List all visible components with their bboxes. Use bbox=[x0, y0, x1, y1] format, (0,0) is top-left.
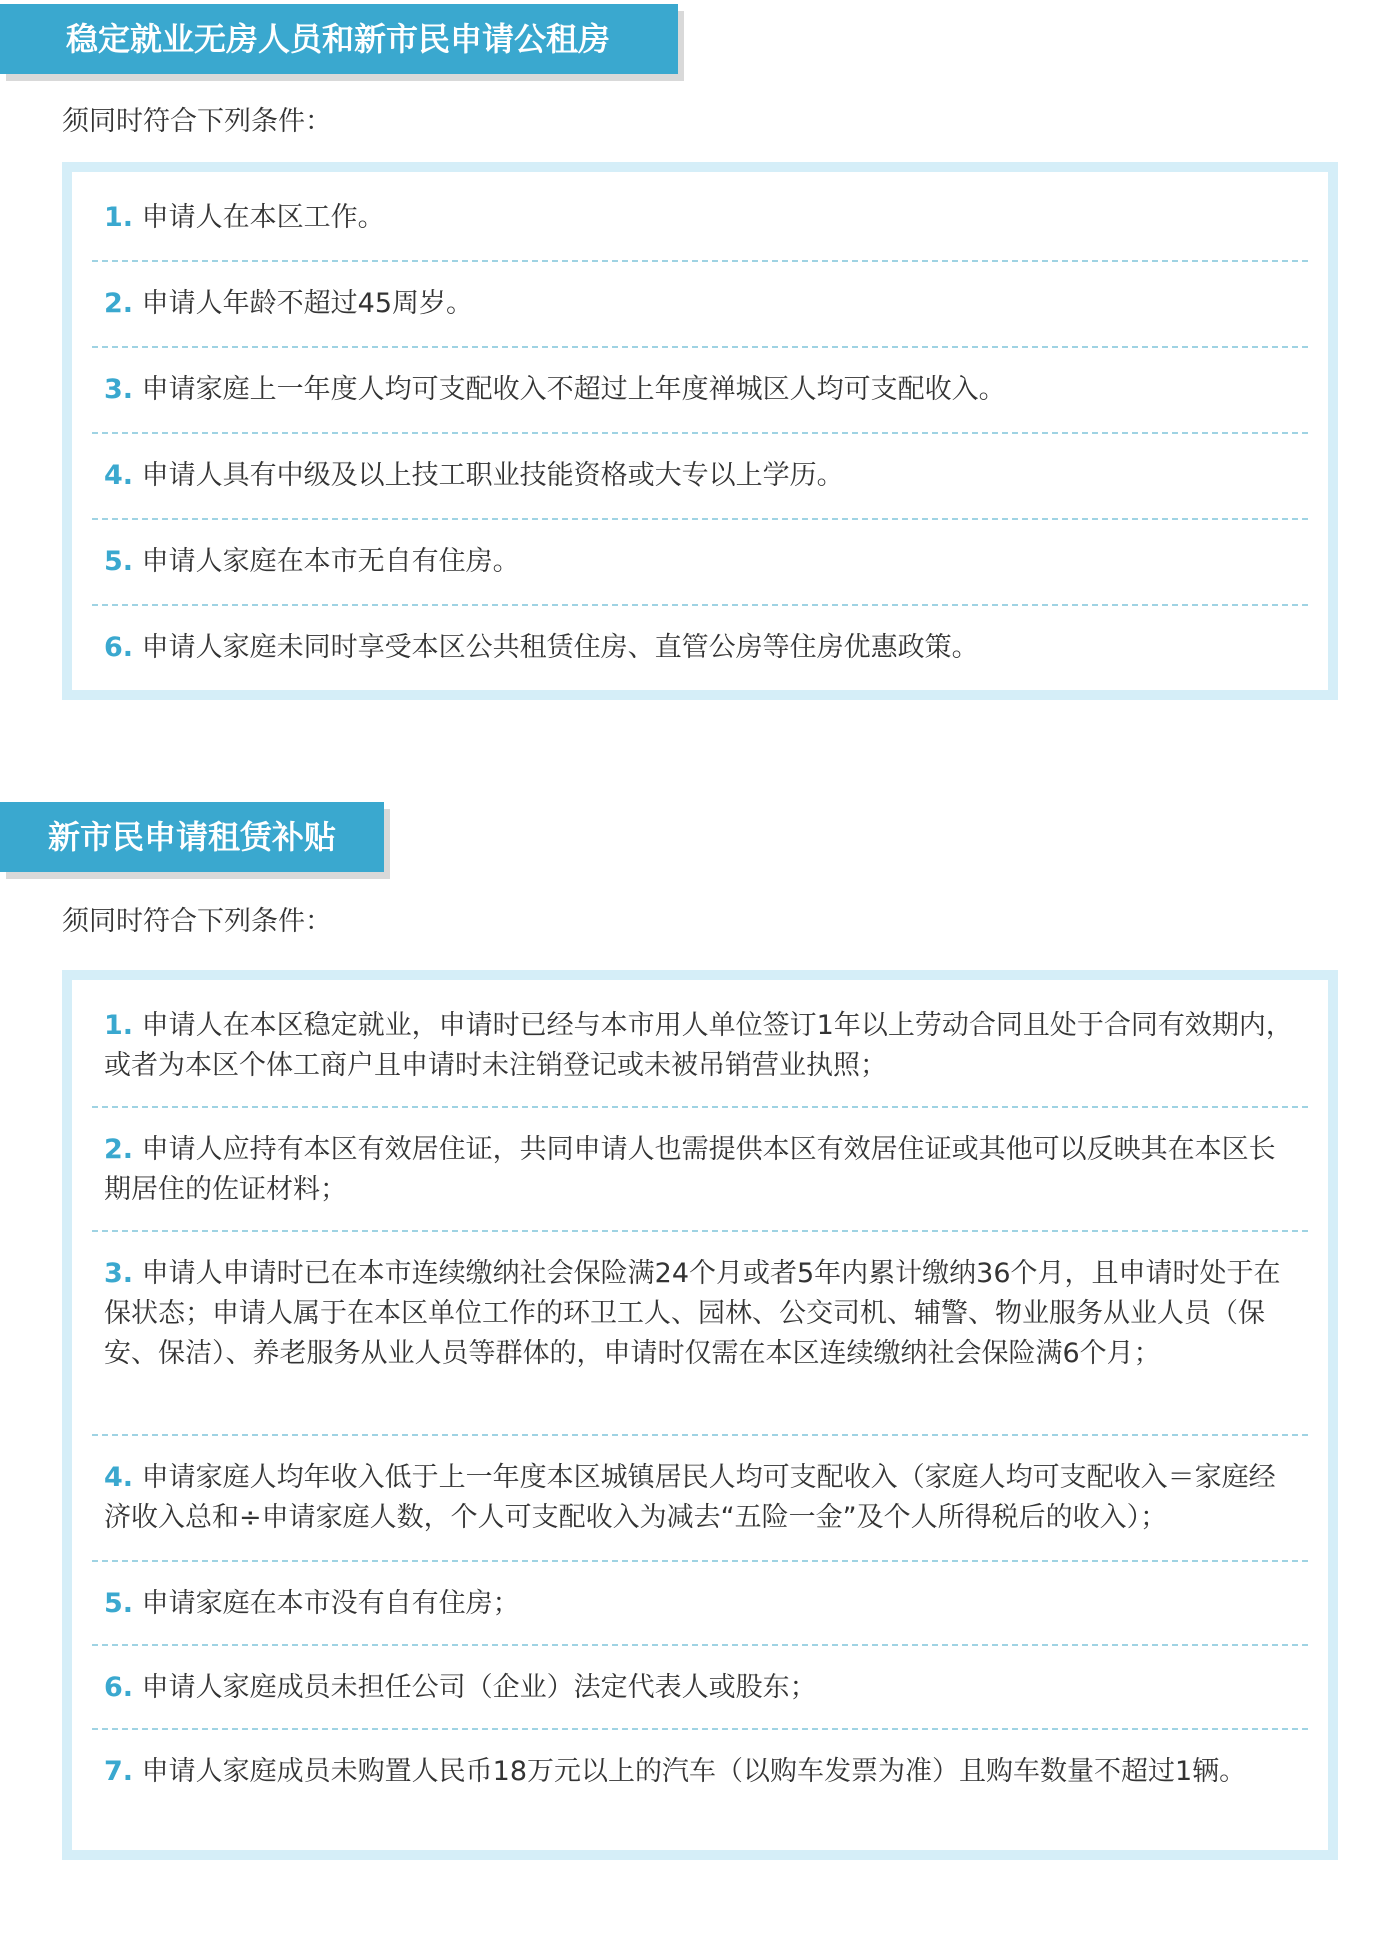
condition-number: 3. bbox=[104, 374, 134, 405]
conditions-box bbox=[62, 162, 1338, 700]
condition-number: 5. bbox=[104, 1588, 134, 1619]
section-intro: 须同时符合下列条件： bbox=[62, 106, 332, 137]
condition-text: 申请人应持有本区有效居住证，共同申请人也需提供本区有效居住证或其他可以反映其在本区长期居住的佐证材料； bbox=[104, 1134, 1276, 1205]
condition-text: 申请家庭上一年度人均可支配收入不超过上年度禅城区人均可支配收入。 bbox=[141, 374, 1006, 405]
condition-item bbox=[92, 1562, 1308, 1646]
condition-number: 3. bbox=[104, 1258, 134, 1289]
condition-number: 7. bbox=[104, 1756, 134, 1787]
condition-text: 申请人年龄不超过45周岁。 bbox=[141, 288, 473, 319]
condition-item bbox=[92, 606, 1308, 692]
condition-number: 4. bbox=[104, 1462, 134, 1493]
section-intro: 须同时符合下列条件： bbox=[62, 906, 332, 937]
condition-item bbox=[92, 984, 1308, 1108]
condition-number: 6. bbox=[104, 632, 134, 663]
condition-item bbox=[92, 262, 1308, 348]
condition-item bbox=[92, 348, 1308, 434]
conditions-box bbox=[62, 970, 1338, 1860]
condition-item bbox=[92, 176, 1308, 262]
condition-text: 申请人在本区稳定就业，申请时已经与本市用人单位签订1年以上劳动合同且处于合同有效期内，或者为本区个体工商户且申请时未注销登记或未被吊销营业执照； bbox=[104, 1010, 1293, 1081]
condition-text: 申请人家庭成员未担任公司（企业）法定代表人或股东； bbox=[141, 1672, 817, 1703]
condition-number: 2. bbox=[104, 1134, 134, 1165]
section-title-banner: 新市民申请租赁补贴 bbox=[0, 802, 384, 872]
condition-item bbox=[92, 434, 1308, 520]
section-title-banner: 稳定就业无房人员和新市民申请公租房 bbox=[0, 4, 678, 74]
condition-number: 1. bbox=[104, 202, 134, 233]
condition-text: 申请家庭人均年收入低于上一年度本区城镇居民人均可支配收入（家庭人均可支配收入＝家庭经济收入总和÷申请家庭人数，个人可支配收入为减去“五险一金”及个人所得税后的收入）； bbox=[104, 1462, 1276, 1533]
condition-text: 申请家庭在本市没有自有住房； bbox=[141, 1588, 520, 1619]
condition-text: 申请人家庭成员未购置人民币18万元以上的汽车（以购车发票为准）且购车数量不超过1辆。 bbox=[141, 1756, 1247, 1787]
condition-text: 申请人在本区工作。 bbox=[141, 202, 385, 233]
condition-number: 5. bbox=[104, 546, 134, 577]
condition-item bbox=[92, 520, 1308, 606]
condition-number: 1. bbox=[104, 1010, 134, 1041]
condition-text: 申请人家庭未同时享受本区公共租赁住房、直管公房等住房优惠政策。 bbox=[141, 632, 979, 663]
condition-text: 申请人申请时已在本市连续缴纳社会保险满24个月或者5年内累计缴纳36个月，且申请时处于在保状态；申请人属于在本区单位工作的环卫工人、园林、公交司机、辅警、物业服务从业人员（保安、保洁）、养老服务从业人员等群体的，申请时仅需在本区连续缴纳社会保险满6个月； bbox=[104, 1258, 1281, 1369]
condition-item bbox=[92, 1646, 1308, 1730]
condition-item bbox=[92, 1232, 1308, 1436]
condition-item bbox=[92, 1436, 1308, 1562]
condition-item bbox=[92, 1108, 1308, 1232]
condition-item bbox=[92, 1730, 1308, 1854]
condition-number: 4. bbox=[104, 460, 134, 491]
condition-number: 6. bbox=[104, 1672, 134, 1703]
condition-number: 2. bbox=[104, 288, 134, 319]
condition-text: 申请人具有中级及以上技工职业技能资格或大专以上学历。 bbox=[141, 460, 844, 491]
condition-text: 申请人家庭在本市无自有住房。 bbox=[141, 546, 520, 577]
